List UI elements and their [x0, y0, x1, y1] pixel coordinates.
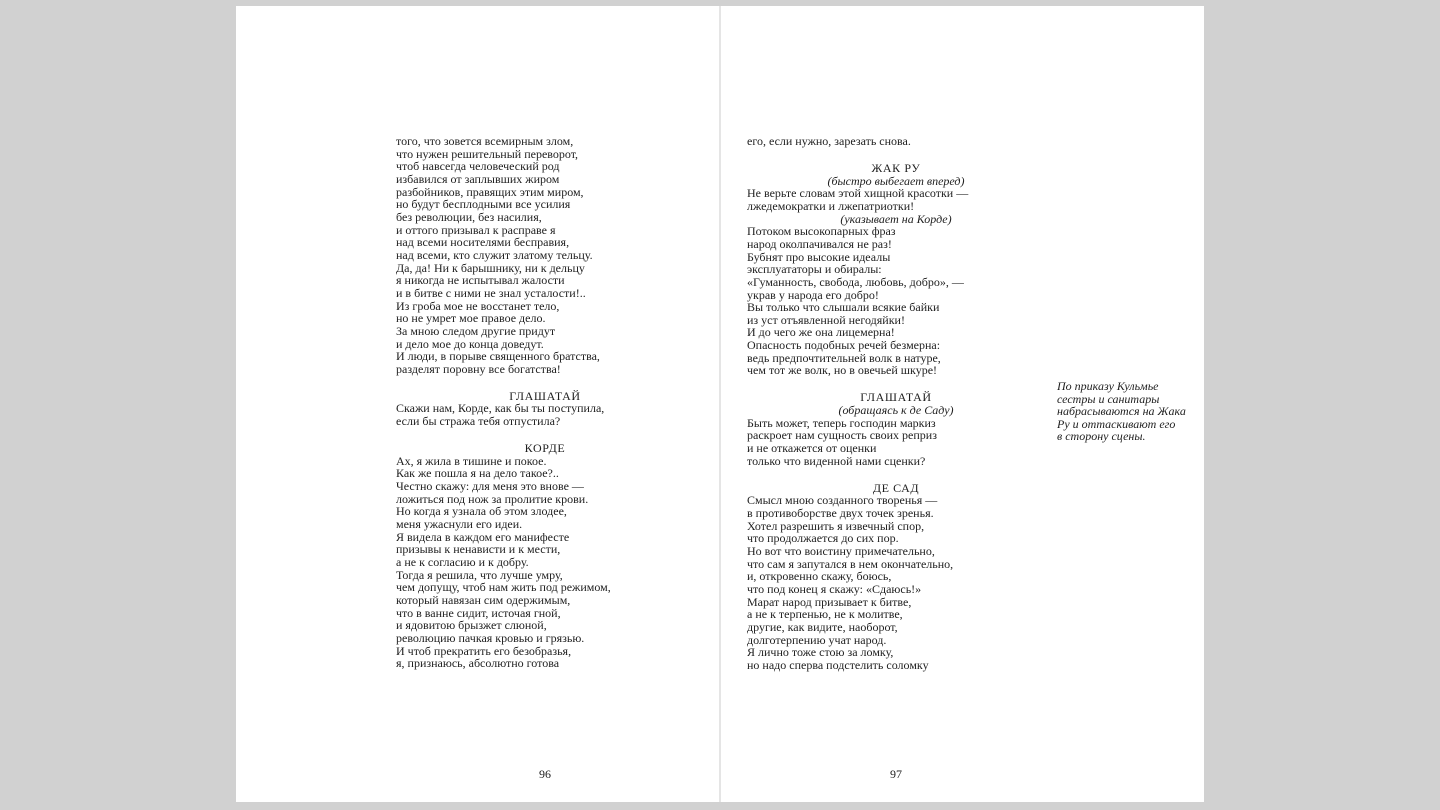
verse-line: чем тот же волк, но в овечьей шкуре! [747, 363, 938, 378]
verse-line: а не к согласию и к добру. [396, 554, 529, 569]
verse-line: Тогда я решила, что лучше умру, [396, 567, 563, 582]
verse-line: в противоборстве двух точек зренья. [747, 505, 934, 520]
verse-line: Из гроба мое не восстанет тело, [396, 298, 560, 313]
verse-line: Да, да! Ни к барышнику, ни к дельцу [396, 260, 585, 275]
margin-note-line: в сторону сцены. [1057, 429, 1146, 444]
speaker-heading: КОРДЕ [524, 441, 566, 456]
verse-line: народ околпачивался не раз! [747, 236, 892, 251]
verse-line: что сам я запутался в нем окончательно, [747, 556, 954, 571]
verse-line: над всеми носителями бесправия, [396, 235, 570, 250]
margin-note-line: По приказу Кульмье [1057, 379, 1159, 393]
verse-line: который навязан сим одержимым, [396, 592, 571, 607]
verse-line: Не верьте словам этой хищной красотки — [747, 186, 969, 201]
verse-line: лжедемократки и лжепатриотки! [747, 198, 915, 213]
verse-line: что продолжается до сих пор. [747, 531, 899, 546]
verse-line: Я видела в каждом его манифесте [396, 529, 570, 544]
verse-line: но будут бесплодными все усилия [396, 197, 571, 212]
verse-line: если бы стража тебя отпустила? [396, 414, 561, 429]
verse-line: избавился от заплывших жиром [396, 171, 560, 186]
verse-line: Вы только что слышали всякие байки [747, 300, 940, 315]
verse-line: я никогда не испытывал жалости [396, 273, 565, 288]
stage-direction: (быстро выбегает вперед) [827, 173, 965, 188]
verse-line: и оттого призывал к расправе я [396, 222, 556, 237]
verse-block [747, 187, 1045, 212]
verse-line: над всеми, кто служит златому тельцу. [396, 247, 593, 262]
verse-line: того, что зовется всемирным злом, [396, 134, 574, 148]
verse-line: его, если нужно, зарезать снова. [747, 134, 911, 148]
verse-line: Смысл мною созданного творенья — [747, 493, 938, 508]
verse-line: чтоб навсегда человеческий род [396, 159, 560, 174]
verse-line: чем допущу, чтоб нам жить под режимом, [396, 580, 611, 595]
verse-line: И до чего же она лицемерна! [747, 325, 895, 340]
verse-line: разбойников, правящих этим миром, [396, 184, 584, 199]
margin-note-line: Ру и оттаскивают его [1057, 416, 1176, 431]
verse-line: За мною следом другие придут [396, 323, 556, 338]
verse-line: а не к терпенью, не к молитве, [747, 607, 903, 622]
verse-line: долготерпению учат народ. [747, 632, 887, 647]
book-spread [236, 6, 1204, 802]
verse-line: но не умрет мое правое дело. [396, 311, 546, 326]
verse-line: Хотел разрешить я извечный спор, [747, 518, 925, 533]
verse-line: только что виденной нами сценки? [747, 453, 926, 468]
speaker-heading: ГЛАШАТАЙ [509, 388, 581, 403]
verse-line: Бубнят про высокие идеалы [747, 249, 891, 264]
verse-line: Как же пошла я на дело такое?.. [396, 466, 559, 481]
margin-note-line: набрасываются на Жака [1057, 404, 1186, 419]
verse-line: но надо сперва подстелить соломку [747, 657, 929, 672]
verse-line: и не откажется от оценки [747, 441, 877, 456]
verse-line: и в битве с ними не знал усталости!.. [396, 285, 586, 300]
verse-line: ведь предпочтительней волк в натуре, [747, 350, 941, 365]
verse-line: я, признаюсь, абсолютно готова [396, 656, 560, 671]
verse-line: что под конец я скажу: «Сдаюсь!» [747, 581, 922, 596]
verse-line: Честно скажу: для меня это внове — [396, 479, 584, 493]
verse-line: революцию пачкая кровью и грязью. [396, 630, 585, 645]
text-column-right [747, 135, 1045, 671]
verse-line: разделят поровну все богатства! [396, 361, 561, 376]
margin-note-line: сестры и санитары [1057, 391, 1160, 406]
stage-direction: (обращаясь к де Саду) [838, 403, 954, 418]
verse-line: Скажи нам, Корде, как бы ты поступила, [396, 401, 605, 416]
verse-block [396, 135, 694, 375]
verse-line: Но когда я узнала об этом злодее, [396, 504, 567, 519]
verse-line: «Гуманность, свобода, любовь, добро», — [747, 274, 964, 289]
verse-line: Быть может, теперь господин маркиз [747, 415, 936, 430]
margin-note [1057, 380, 1202, 443]
speaker-heading: ГЛАШАТАЙ [860, 390, 932, 405]
verse-block [747, 135, 1045, 148]
text-column-left [396, 135, 694, 670]
page-number: 97 [890, 767, 902, 781]
verse-line: украв у народа его добро! [747, 287, 879, 302]
verse-block [747, 417, 1045, 468]
page-left [236, 6, 720, 802]
verse-line: что в ванне сидит, источая гной, [396, 605, 561, 620]
speaker-heading: ЖАК РУ [871, 160, 921, 175]
verse-line: Я лично тоже стою за ломку, [747, 645, 894, 660]
verse-line: Марат народ призывает к битве, [747, 594, 912, 609]
verse-line: раскроет нам сущность своих реприз [747, 428, 937, 443]
verse-block [747, 225, 1045, 377]
verse-line: Но вот что воистину примечательно, [747, 543, 935, 558]
page-right [720, 6, 1204, 802]
verse-line: меня ужаснули его идеи. [396, 516, 523, 531]
verse-line: и ядовитою брызжет слюной, [396, 618, 547, 633]
verse-block [396, 402, 694, 427]
verse-line: и дело мое до конца доведут. [396, 336, 544, 351]
verse-line: что нужен решительный переворот, [396, 146, 579, 161]
verse-block [747, 494, 1045, 671]
verse-line: И люди, в порыве священного братства, [396, 349, 600, 364]
verse-line: без революции, без насилия, [396, 209, 542, 224]
verse-line: и, откровенно скажу, боюсь, [747, 569, 892, 584]
verse-line: И чтоб прекратить его безобразья, [396, 643, 572, 658]
verse-line: другие, как видите, наоборот, [747, 619, 898, 634]
stage-direction: (указывает на Корде) [840, 211, 952, 226]
verse-line: ложиться под нож за пролитие крови. [396, 491, 589, 506]
page-number: 96 [539, 767, 551, 781]
verse-line: Потоком высокопарных фраз [747, 224, 896, 239]
verse-line: из уст отъявленной негодяйки! [747, 312, 905, 327]
verse-block [396, 455, 694, 670]
verse-line: призывы к ненависти и к мести, [396, 542, 561, 557]
verse-line: эксплуататоры и обиралы: [747, 262, 882, 277]
verse-line: Ах, я жила в тишине и покое. [396, 453, 547, 468]
verse-line: Опасность подобных речей безмерна: [747, 338, 941, 353]
speaker-heading: ДЕ САД [872, 480, 920, 495]
